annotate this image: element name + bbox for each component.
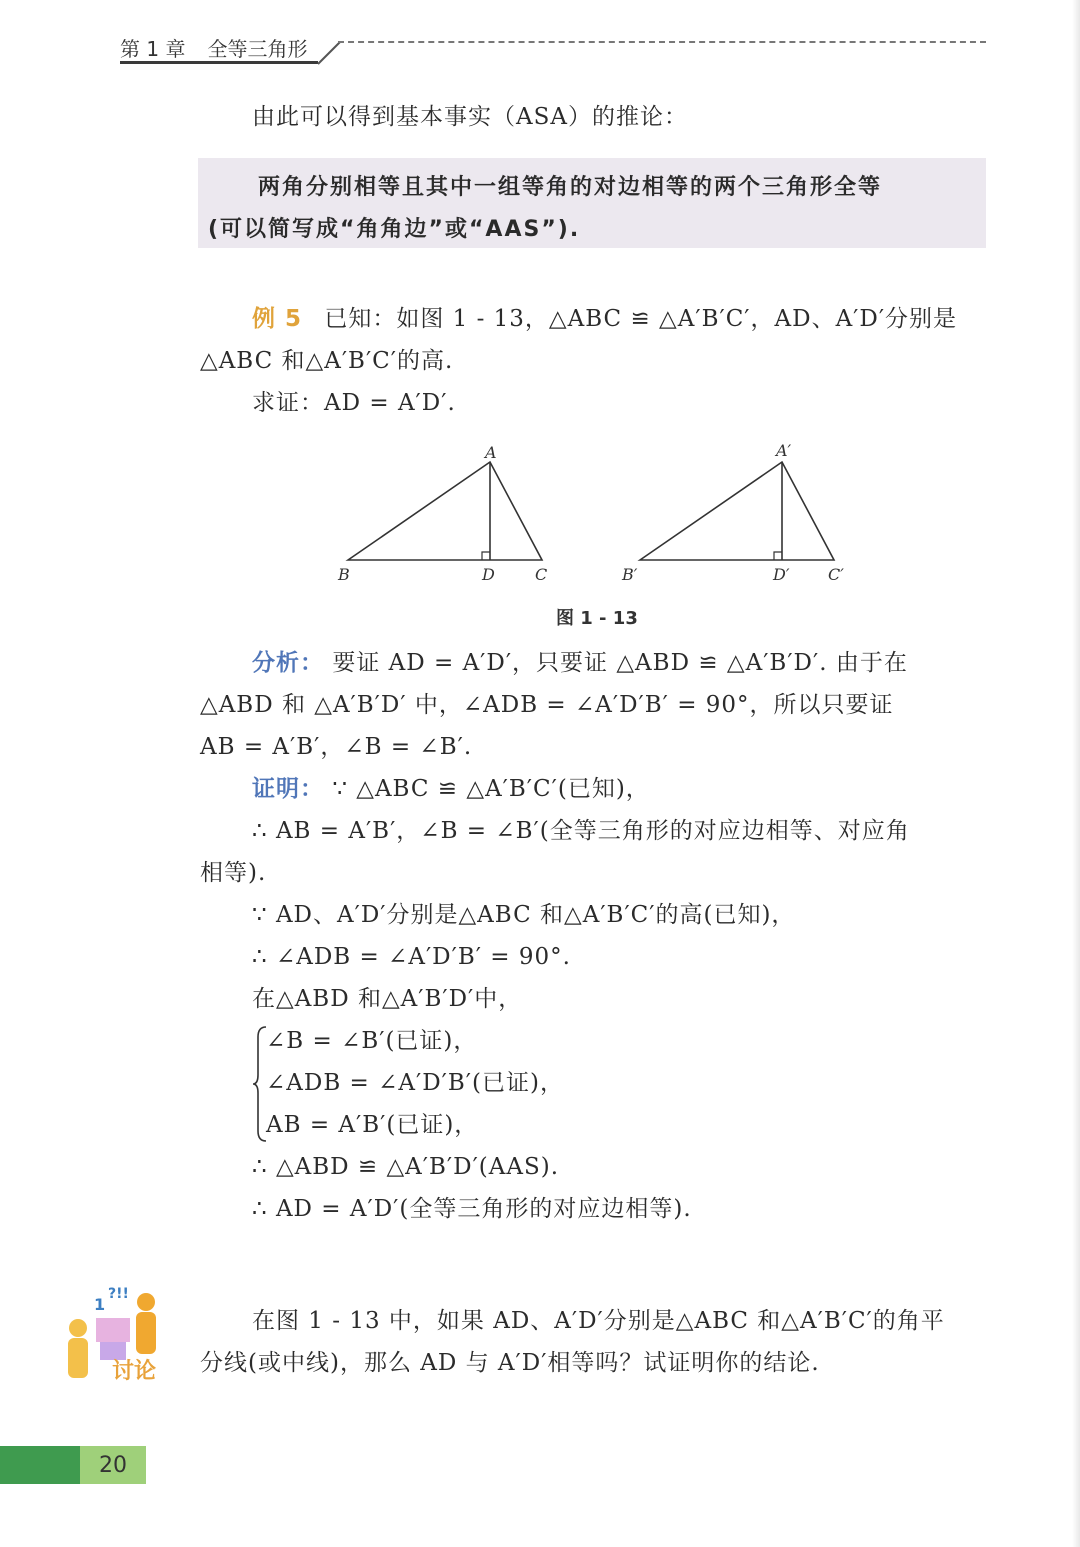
svg-text:1: 1	[94, 1295, 106, 1314]
analysis-line-1	[252, 642, 908, 684]
chapter-title: 全等三角形	[207, 36, 308, 61]
proof-line-7: ∴ △ABD ≌ △A′B′D′(AAS).	[252, 1154, 560, 1180]
system-line-2: ∠ADB = ∠A′D′B′(已证)，	[266, 1070, 564, 1096]
analysis-label: 分析：	[252, 650, 324, 676]
example-prove: 求证：AD = A′D′.	[252, 390, 456, 416]
discussion-line-2: 分线(或中线)，那么 AD 与 A′D′相等吗？试证明你的结论.	[200, 1350, 820, 1376]
proof-line-2: ∴ AB = A′B′，∠B = ∠B′(全等三角形的对应边相等、对应角	[252, 818, 910, 844]
discussion-line-1: 在图 1 - 13 中，如果 AD、A′D′分别是△ABC 和△A′B′C′的角平	[252, 1308, 945, 1334]
theorem-line-1: 两角分别相等且其中一组等角的对边相等的两个三角形全等	[258, 175, 883, 200]
svg-text:?!!: ?!!	[108, 1286, 129, 1302]
header-dashed-rule	[338, 41, 986, 43]
label-c: C	[535, 565, 548, 584]
figure-1-13	[330, 440, 870, 590]
chapter-number: 第 1 章	[120, 36, 186, 61]
example-given-line-2: △ABC 和△A′B′C′的高.	[200, 348, 454, 374]
discussion-icon	[56, 1280, 176, 1390]
proof-line-5: ∴ ∠ADB = ∠A′D′B′ = 90°.	[252, 944, 571, 970]
system-line-1: ∠B = ∠B′(已证)，	[266, 1028, 478, 1054]
discussion-icon-label: 讨论	[112, 1359, 157, 1384]
proof-line-3: 相等).	[200, 860, 267, 886]
proof-text-1: ∵ △ABC ≌ △A′B′C′(已知)，	[332, 776, 650, 802]
label-b: B	[338, 565, 350, 584]
page-edge	[1072, 0, 1080, 1547]
header-underline	[120, 61, 318, 64]
label-d-prime: D′	[773, 565, 790, 584]
analysis-text-1: 要证 AD = A′D′，只要证 △ABD ≌ △A′B′D′. 由于在	[332, 650, 908, 676]
chapter-header	[120, 30, 307, 64]
intro-text: 由此可以得到基本事实（ASA）的推论：	[252, 104, 688, 130]
analysis-line-2: △ABD 和 △A′B′D′ 中，∠ADB = ∠A′D′B′ = 90°，所以只要证	[200, 692, 894, 718]
example-label: 例 5	[252, 306, 303, 332]
theorem-line-2: (可以简写成“角角边”或“AAS”).	[208, 217, 581, 242]
label-d: D	[482, 565, 495, 584]
proof-line-8: ∴ AD = A′D′(全等三角形的对应边相等).	[252, 1196, 692, 1222]
analysis-line-3: AB = A′B′，∠B = ∠B′.	[200, 734, 473, 760]
theorem-box	[198, 158, 986, 248]
label-a: A	[485, 443, 497, 462]
page-number: 20	[80, 1446, 146, 1484]
proof-line-6: 在△ABD 和△A′B′D′中，	[252, 986, 523, 1012]
proof-label: 证明：	[252, 776, 324, 802]
example-given-text: 已知：如图 1 - 13，△ABC ≌ △A′B′C′，AD、A′D′分别是	[324, 306, 958, 332]
proof-line-4: ∵ AD、A′D′分别是△ABC 和△A′B′C′的高(已知)，	[252, 902, 796, 928]
example-given-line-1	[252, 298, 957, 340]
label-c-prime: C′	[828, 565, 844, 584]
proof-line-1	[252, 768, 650, 810]
figure-caption: 图 1 - 13	[556, 608, 638, 629]
system-line-3: AB = A′B′(已证)，	[266, 1112, 479, 1138]
label-b-prime: B′	[622, 565, 638, 584]
triangle-abc	[348, 462, 542, 560]
footer-bar	[0, 1446, 80, 1484]
triangle-abc-prime	[640, 462, 834, 560]
label-a-prime: A′	[776, 441, 792, 460]
